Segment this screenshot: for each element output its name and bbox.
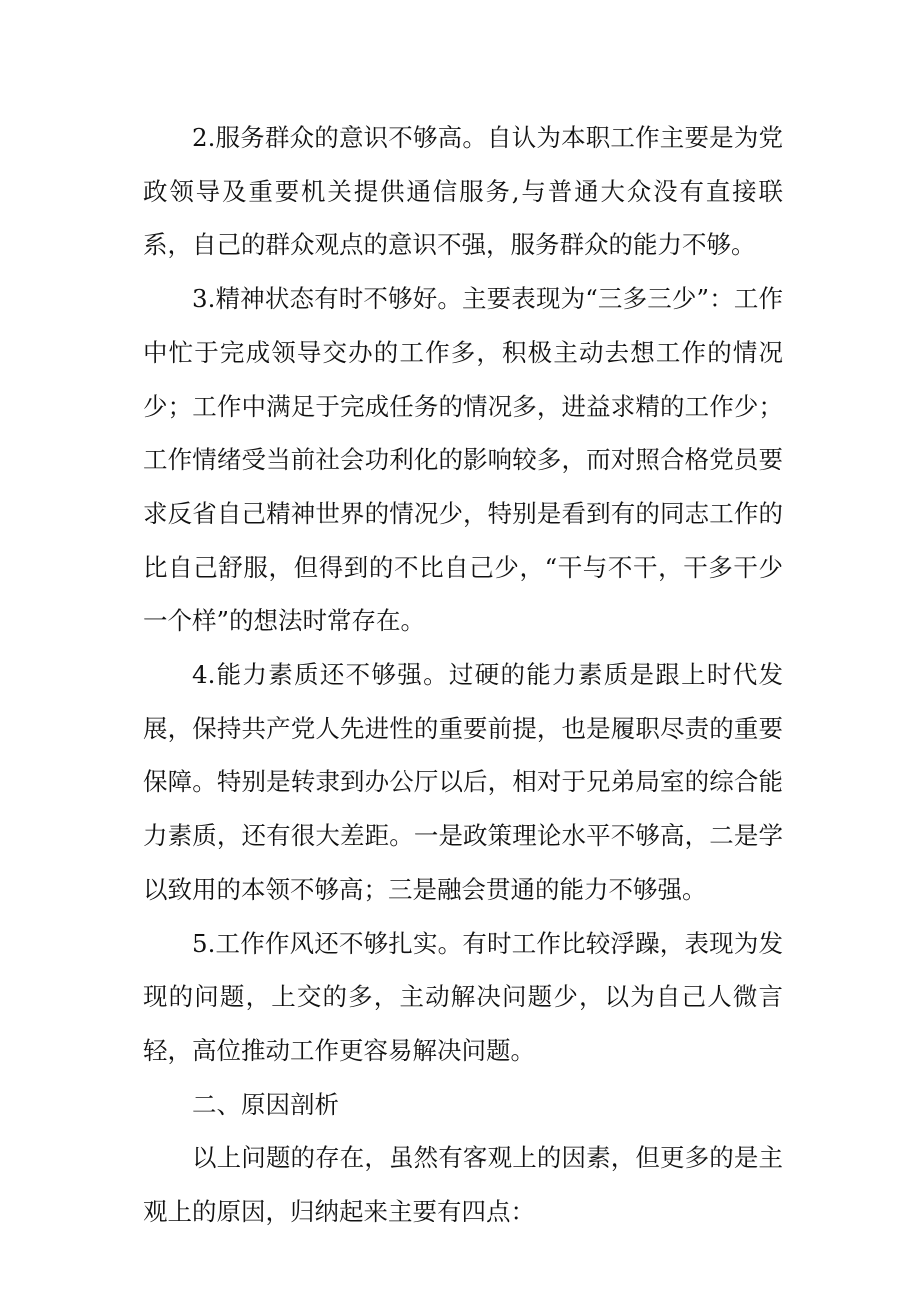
- paragraph-ability: 4.能力素质还不够强。过硬的能力素质是跟上时代发展，保持共产党人先进性的重要前提，也是履职尽责的重要保障。特别是转隶到办公厅以后，相对于兄弟局室的综合能力素质，还有很大差距。一是政策理论水平不够高，二是学以致用的本领不够高；三是融会贯通的能力不够强。: [143, 660, 783, 904]
- paragraph-work-style: 5.工作作风还不够扎实。有时工作比较浮躁，表现为发现的问题，上交的多，主动解决问题少，以为自己人微言轻，高位推动工作更容易解决问题。: [143, 928, 783, 1065]
- section-heading-cause-analysis: 二、原因剖析: [192, 1089, 339, 1119]
- paragraph-cause-intro: 以上问题的存在，虽然有客观上的因素，但更多的是主观上的原因，归纳起来主要有四点：: [143, 1143, 783, 1227]
- paragraph-service-awareness: 2.服务群众的意识不够高。自认为本职工作主要是为党政领导及重要机关提供通信服务,与普通大众没有直接联系，自己的群众观点的意识不强，服务群众的能力不够。: [143, 123, 783, 260]
- paragraph-mental-state: 3.精神状态有时不够好。主要表现为“三多三少”：工作中忙于完成领导交办的工作多，积极主动去想工作的情况少；工作中满足于完成任务的情况多，进益求精的工作少；工作情绪受当前社会功利化的影响较多，而对照合格党员要求反省自己精神世界的情况少，特别是看到有的同志工作的比自己舒服，但得到的不比自己少，“干与不干，干多干少一个样”的想法时常存在。: [143, 284, 783, 636]
- document-body: [143, 111, 783, 1239]
